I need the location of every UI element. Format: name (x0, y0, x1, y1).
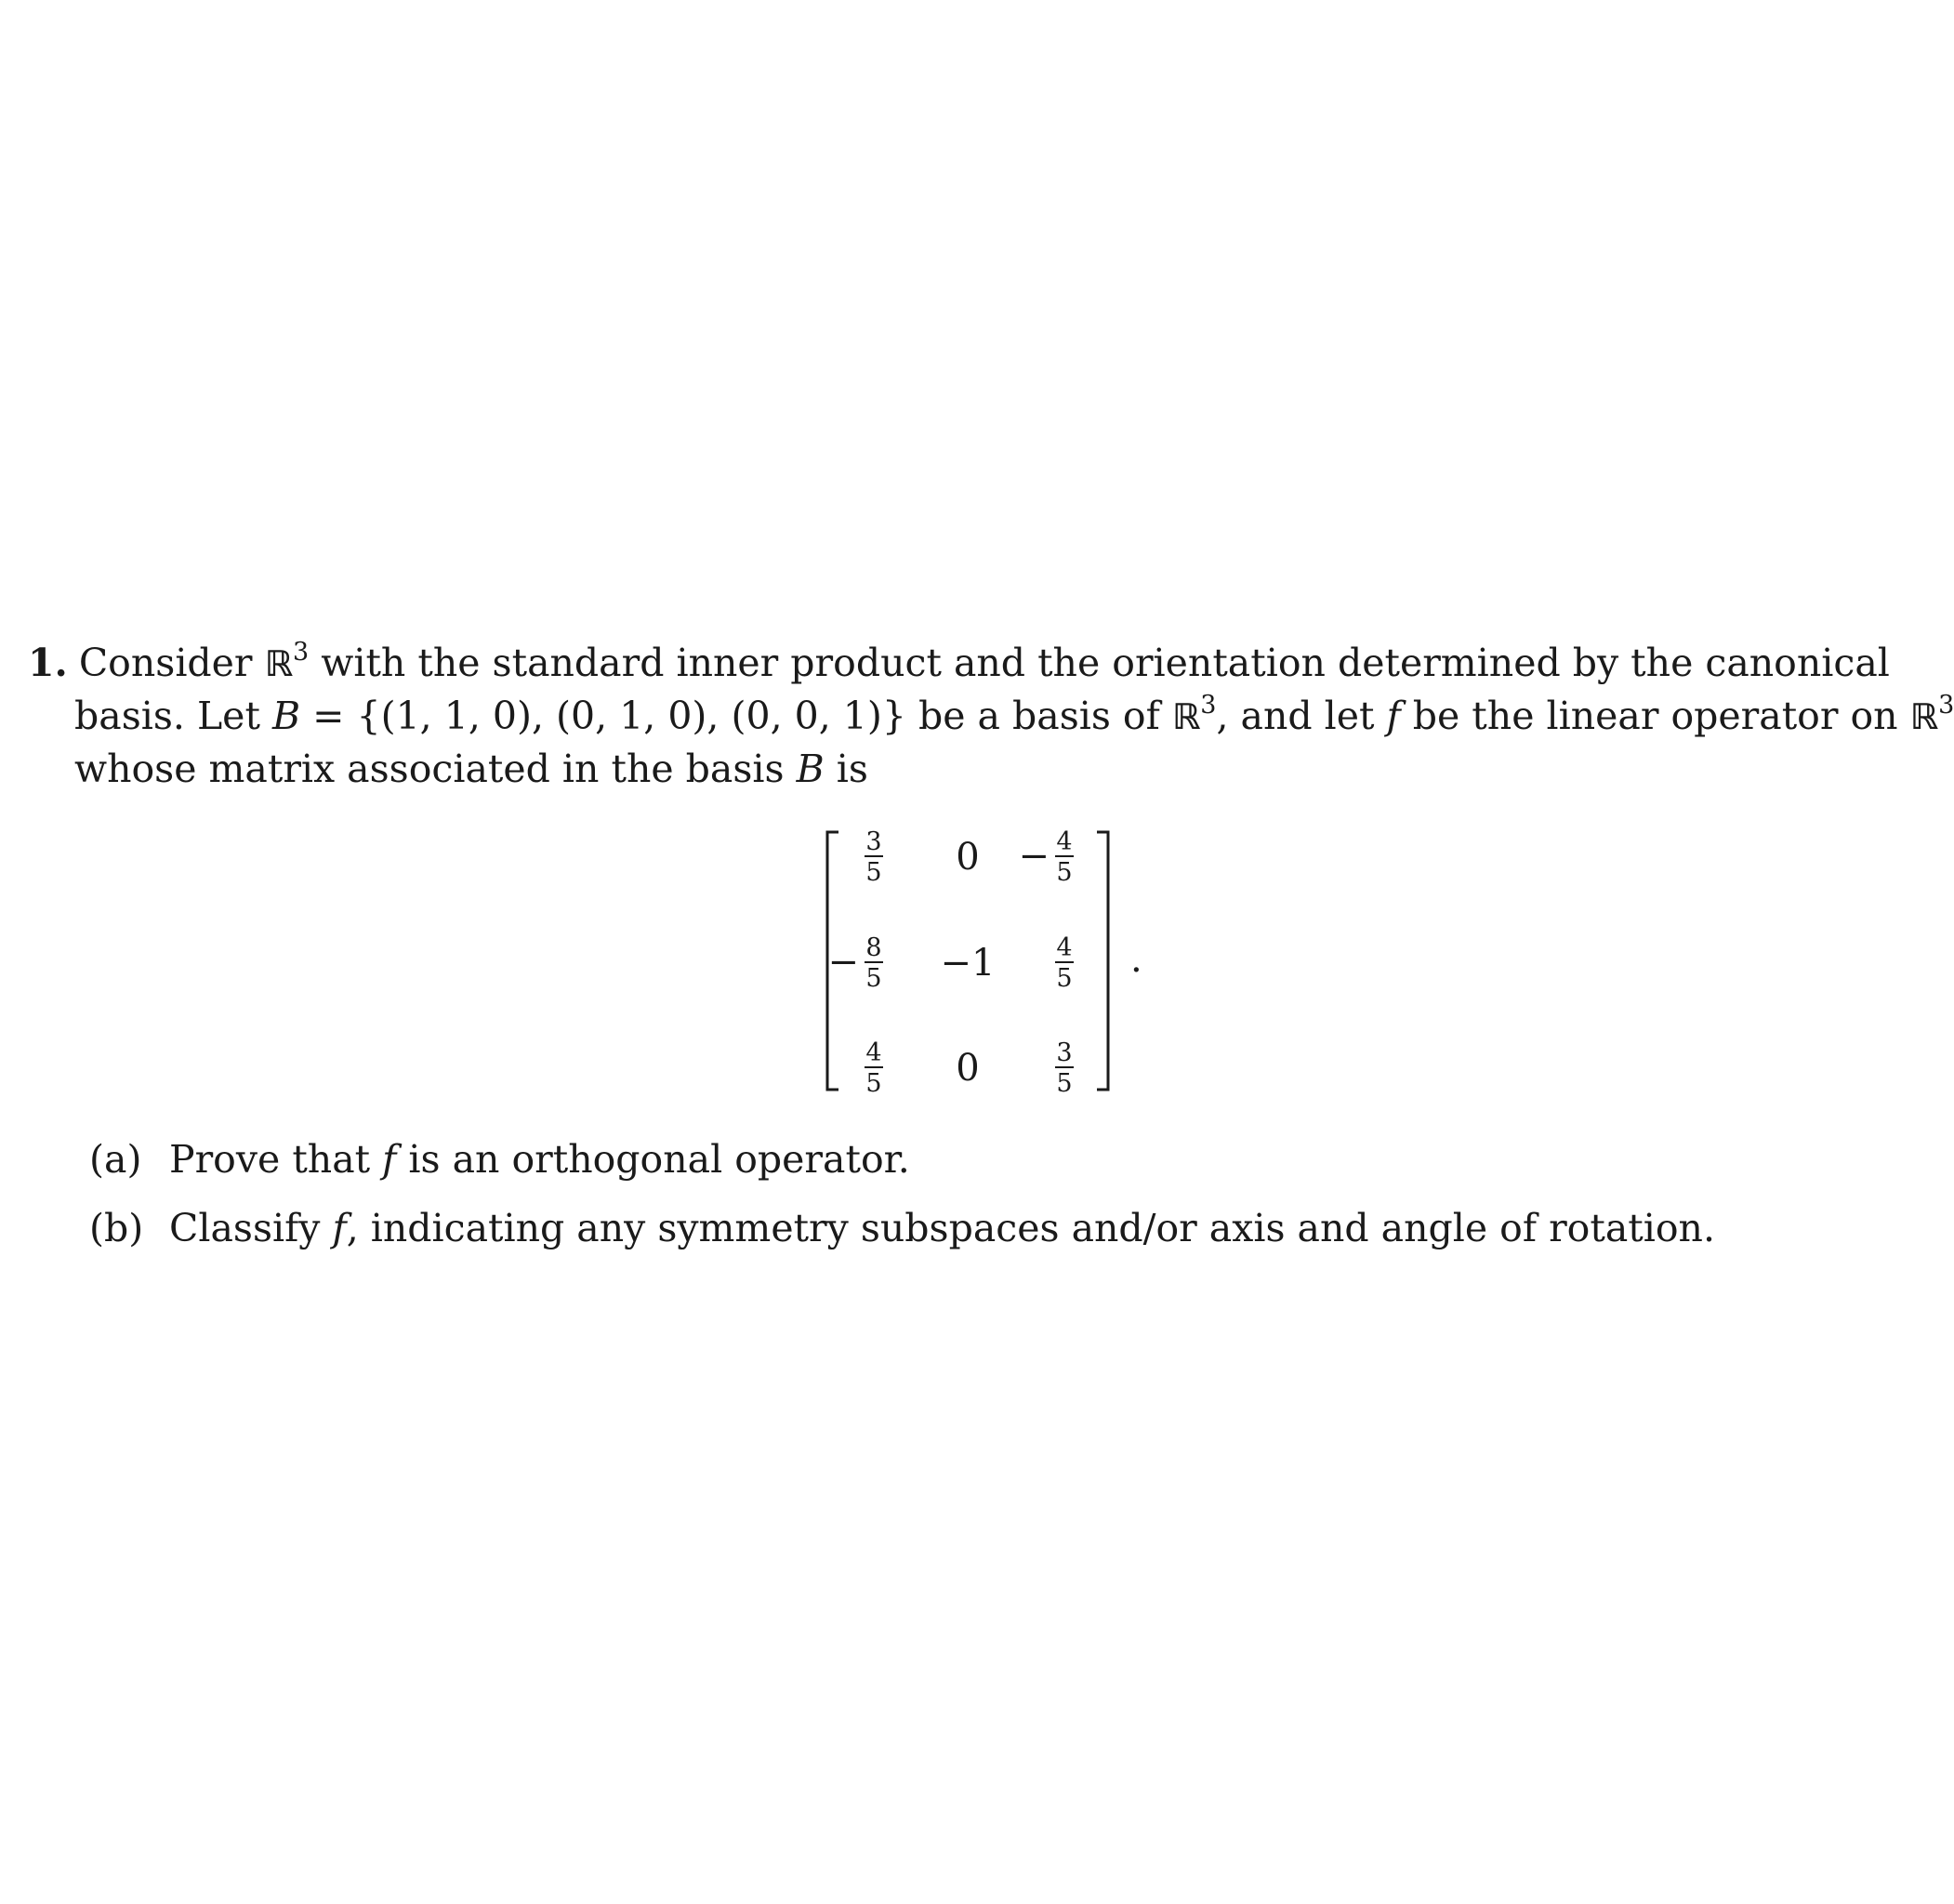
matrix-r1c3-denominator: 5 (1056, 858, 1073, 887)
variable-b: B (271, 694, 301, 738)
matrix-r1c3-sign: − (1018, 835, 1050, 878)
matrix-r2c1-denominator: 5 (865, 964, 882, 993)
problem-line-2 (74, 691, 1954, 738)
exponent: 3 (1938, 691, 1954, 720)
line2-end: be the linear operator on (1400, 694, 1910, 738)
exponent: 3 (1200, 691, 1217, 720)
matrix-cells (827, 827, 1074, 1098)
matrix-r2c3-denominator: 5 (1056, 964, 1073, 993)
part-b (89, 1206, 1715, 1250)
problem-number: 1. (28, 641, 68, 685)
part-b-label: (b) (89, 1206, 144, 1250)
line3-start: whose matrix associated in the basis (74, 747, 797, 791)
problem-line-1 (28, 638, 1890, 685)
line2-mid: , and let (1216, 694, 1387, 738)
variable-f: f (1386, 694, 1401, 738)
part-a-text-post: is an orthogonal operator. (396, 1137, 910, 1182)
matrix-r2c2-value: −1 (940, 942, 996, 985)
part-b-text-pre: Classify (169, 1206, 333, 1250)
matrix-r3c3-denominator: 5 (1056, 1069, 1073, 1098)
line1-rest: with the standard inner product and the orientation determined by the canonical (309, 641, 1890, 685)
matrix-r1c2-value: 0 (956, 836, 980, 879)
part-b-text-post: , indicating any symmetry subspaces and/or axis and angle of rotation. (346, 1206, 1715, 1250)
matrix-r3c1-denominator: 5 (865, 1069, 882, 1098)
basis-definition: = {(1, 1, 0), (0, 1, 0), (0, 0, 1)} be a basis of (300, 694, 1172, 738)
reals-symbol: ℝ (264, 643, 294, 684)
line2-start: basis. Let (74, 694, 272, 738)
matrix-r2c1-numerator: 8 (865, 933, 882, 962)
matrix-r1c1-denominator: 5 (865, 858, 882, 887)
part-a-text-pre: Prove that (169, 1137, 383, 1182)
part-a (89, 1137, 910, 1182)
matrix-r1c3-numerator: 4 (1056, 827, 1073, 856)
problem-line-3 (74, 747, 1885, 791)
right-bracket (1097, 832, 1108, 1090)
left-bracket (827, 832, 838, 1090)
line1-start: Consider (78, 641, 265, 685)
matrix-r3c2-value: 0 (956, 1047, 980, 1090)
variable-b: B (796, 747, 825, 791)
reals-symbol: ℝ (1909, 696, 1939, 737)
exponent: 3 (293, 638, 310, 667)
matrix-r3c1-numerator: 4 (865, 1038, 882, 1067)
matrix-r3c3-numerator: 3 (1056, 1038, 1073, 1067)
matrix-r2c3-numerator: 4 (1056, 933, 1073, 962)
reals-symbol: ℝ (1171, 696, 1201, 737)
line3-end: is (824, 747, 868, 791)
matrix-r1c1-numerator: 3 (865, 827, 882, 856)
variable-f: f (332, 1206, 347, 1250)
matrix-trailing-period: . (1130, 938, 1142, 981)
matrix-r2c1-sign: − (827, 941, 859, 984)
part-a-label: (a) (89, 1137, 142, 1182)
variable-f: f (382, 1137, 397, 1182)
